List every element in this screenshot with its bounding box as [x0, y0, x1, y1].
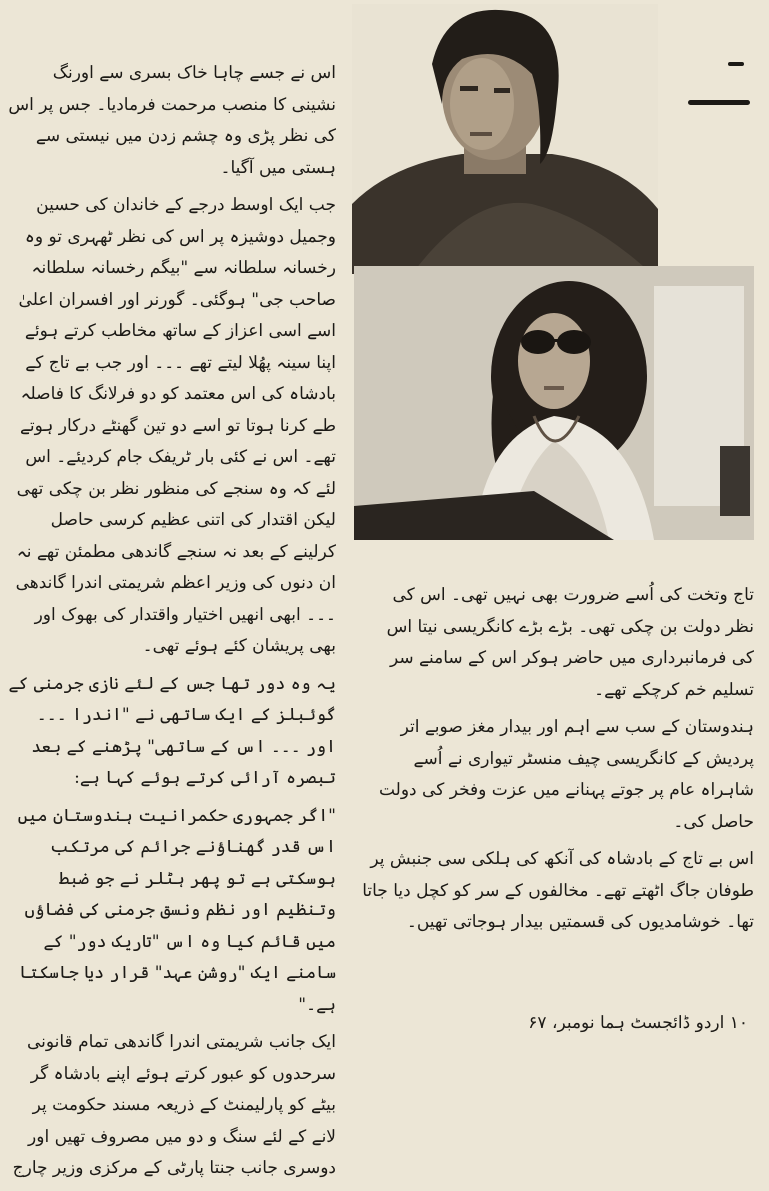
paragraph: اس نے جسے چاہا خاک بسری سے اورنگ نشینی کا منصب مرحمت فرمادیا۔ جس پر اس کی نظر پڑی وہ چشم زدن میں نیستی سے ہستی میں آگیا۔ — [8, 63, 336, 178]
right-text-column — [362, 580, 754, 945]
paragraph: یہ وہ دور تھا جس کے لئے نازی جرمنی کے گوئبلز کے ایک ساتھی نے "اندرا ۔۔۔ اور ۔۔۔ اس کے ساتھی" پڑھنے کے بعد تبصرہ آرائی کرتے ہوئے کہا ہے: — [8, 673, 336, 788]
paragraph: ہندوستان کے سب سے اہم اور بیدار مغز صوبے اتر پردیش کے کانگریسی چیف منسٹر تیواری نے اُسے شاہراہ عام پر جوتے پہنانے میں عزت وفخر کی دولت حاصل کی۔ — [378, 717, 754, 832]
paragraph: تاج وتخت کی اُسے ضرورت بھی نہیں تھی۔ اس کی نظر دولت بن چکی تھی۔ بڑے بڑے کانگریسی نیتا اس کی فرمانبرداری میں حاضر ہوکر اس کے سامنے سر تسلیم خم کرچکے تھے۔ — [386, 585, 754, 700]
paragraph: جب ایک اوسط درجے کے خاندان کی حسین وجمیل دوشیزہ پر اس کی نظر ٹھہری تو وہ رخسانہ سلطانہ سے "بیگم رخسانہ سلطانہ صاحب جی" ہوگئی۔ گورنر اور افسران اعلیٰ اسے اسی اعزاز کے ساتھ مخاطب کرتے ہوئے اپنا سینہ پھُلا لیتے تھے ۔۔۔ اور جب بے تاج کے بادشاہ کی اس معتمد کو دو فرلانگ کا فاصلہ طے کرنا ہوتا تو اسے دو تین گھنٹے درکار ہوتے تھے۔ اس نے کئی بار ٹریفک جام کردیئے۔ اس لئے کہ وہ سنجے کی منظور نظر بن چکی تھی لیکن اقتدار کی اتنی عظیم کرسی حاصل کرلینے کے بعد نہ سنجے گاندھی مطمئن تھے نہ ان دنوں کی وزیر اعظم شریمتی اندرا گاندھی ۔۔۔ ابھی انھیں اختیار واقتدار کی بھوک اور بھی پریشان کئے ہوئے تھی۔ — [15, 195, 336, 656]
woman-sunglasses-photo — [354, 266, 754, 540]
ink-mark — [728, 62, 744, 66]
ink-mark — [688, 100, 750, 105]
left-text-column — [8, 58, 336, 1191]
paragraph: اس بے تاج کے بادشاہ کی آنکھ کی ہلکی سی جنبش پر طوفان جاگ اٹھتے تھے۔ مخالفوں کے سر کو کچل دیا جاتا تھا۔ خوشامدیوں کی قسمتیں بیدار ہوجاتی تھیں۔ — [362, 849, 754, 932]
quote-paragraph: "اگر جمہوری حکمرانیت ہندوستان میں اس قدر گھناؤنے جرائم کی مرتکب ہوسکتی ہے تو پھر ہٹلر نے جو ضبط وتنظیم اور نظم ونسق جرمنی کی فضاؤں میں قائم کیا وہ اس "تاریک دور" کے سامنے ایک "روشن عہد" قرار دیا جاسکتا ہے۔" — [17, 805, 336, 1015]
paragraph: ایک جانب شریمتی اندرا گاندھی تمام قانونی سرحدوں کو عبور کرتے ہوئے اپنے بادشاہ گر بیٹے کو پارلیمنٹ کے ذریعہ مسند حکومت پر لانے کے لئے سنگ و دو میں مصروف تھیں اور دوسری جانب جنتا پارٹی کے مرکزی وزیر چارج — [12, 1032, 336, 1178]
man-portrait-photo — [352, 4, 658, 274]
page-footer: ۱۰ اردو ڈائجسٹ ہما نومبر، ۶۷ — [528, 1013, 748, 1033]
